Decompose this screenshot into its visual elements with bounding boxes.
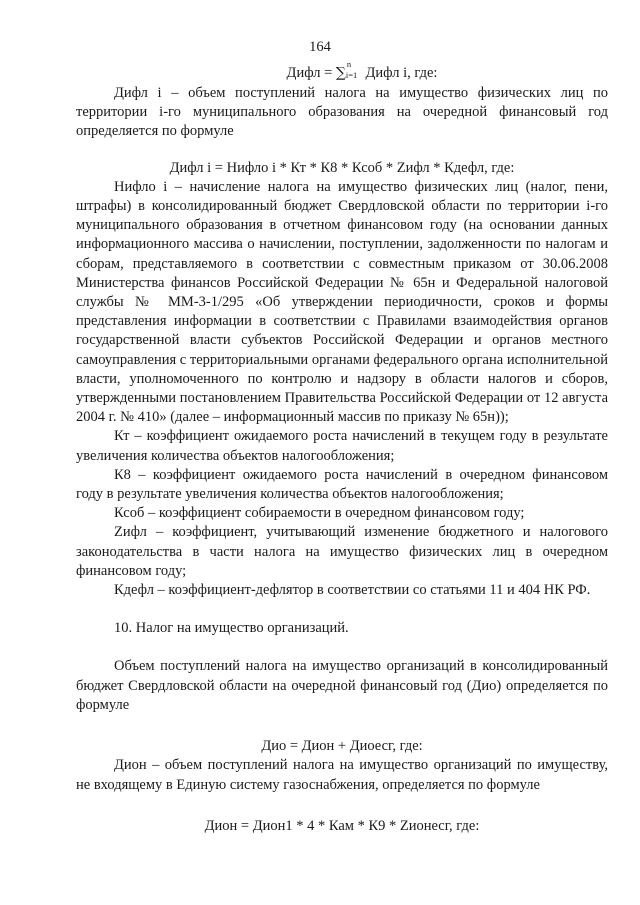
paragraph-k8-definition: К8 – коэффициент ожидаемого роста начислений в очередном финансовом году в результате увеличения количества объектов налогообложения; (76, 466, 608, 503)
formula-sum-lhs: Дифл = (286, 65, 333, 81)
paragraph-dio-definition: Объем поступлений налога на имущество организаций в консолидированный бюджет Свердловской области на очередной финансовый год (Дио) определяется по формуле (76, 658, 608, 713)
paragraph-zifl-definition: Zифл – коэффициент, учитывающий изменение бюджетного и налогового законодательства в части налога на имущество физических лиц в очередном финансовом году; (76, 524, 608, 579)
formula-sum-difl (76, 60, 608, 84)
formula-sum-rhs: Дифл i, где: (365, 65, 438, 81)
formula-difl-i: Дифл i = Нифло i * Кт * К8 * Ксоб * Zифл * Кдефл, где: (169, 159, 515, 176)
sum-upper-limit: n (346, 59, 352, 69)
document-body (76, 60, 608, 836)
paragraph-kdefl-definition: Кдефл – коэффициент-дефлятор в соответствии со статьями 11 и 404 НК РФ. (114, 582, 591, 599)
paragraph-difl-definition: Дифл i – объем поступлений налога на имущество физических лиц по территории i-го муниципального образования на очередной финансовый год определяется по формуле (76, 85, 608, 140)
paragraph-niflo-definition: Нифло i – начисление налога на имущество физических лиц (налог, пени, штрафы) в консолидированный бюджет Свердловской области по территории i-го муниципального образования в отчетном финансовом году (на основании данных информационного массива о начислении, поступлении, задолженности по налогам и сборам, представляемого в соответствии с совместным приказом от 30.06.2008 Министерства финансов Российской Федерации № 65н и Федеральной налоговой службы № ММ-3-1/295 «Об утверждении периодичности, сроков и формы представления информации в соответствии с Правилами взаимодействия органов государственной власти субъектов Российской Федерации и органов местного самоуправления с территориальными органами федерального органа исполнительной власти, уполномоченного по контролю и надзору в области налогов и сборов, утвержденными постановлением Правительства Российской Федерации от 12 августа 2004 г. № 410» (далее – информационный массив по приказу № 65н)); (76, 178, 608, 426)
paragraph-dion-definition: Дион – объем поступлений налога на имущество организаций по имуществу, не входящему в Единую систему газоснабжения, определяется по формуле (76, 757, 608, 793)
sigma-symbol: ∑ (335, 65, 346, 81)
page-number: 164 (309, 39, 331, 55)
section-heading-10: 10. Налог на имущество организаций. (114, 620, 349, 637)
paragraph-ksob-definition: Ксоб – коэффициент собираемости в очередном финансовом году; (114, 505, 525, 522)
sum-limits (346, 60, 362, 80)
sum-lower-limit: i=1 (345, 70, 358, 80)
paragraph-kt-definition: Кт – коэффициент ожидаемого роста начислений в текущем году в результате увеличения количества объектов налогообложения; (76, 428, 608, 464)
formula-dio: Дио = Дион + Диоесг, где: (261, 738, 423, 755)
formula-dion: Дион = Дион1 * 4 * Кам * К9 * Zионесг, где: (204, 817, 480, 834)
